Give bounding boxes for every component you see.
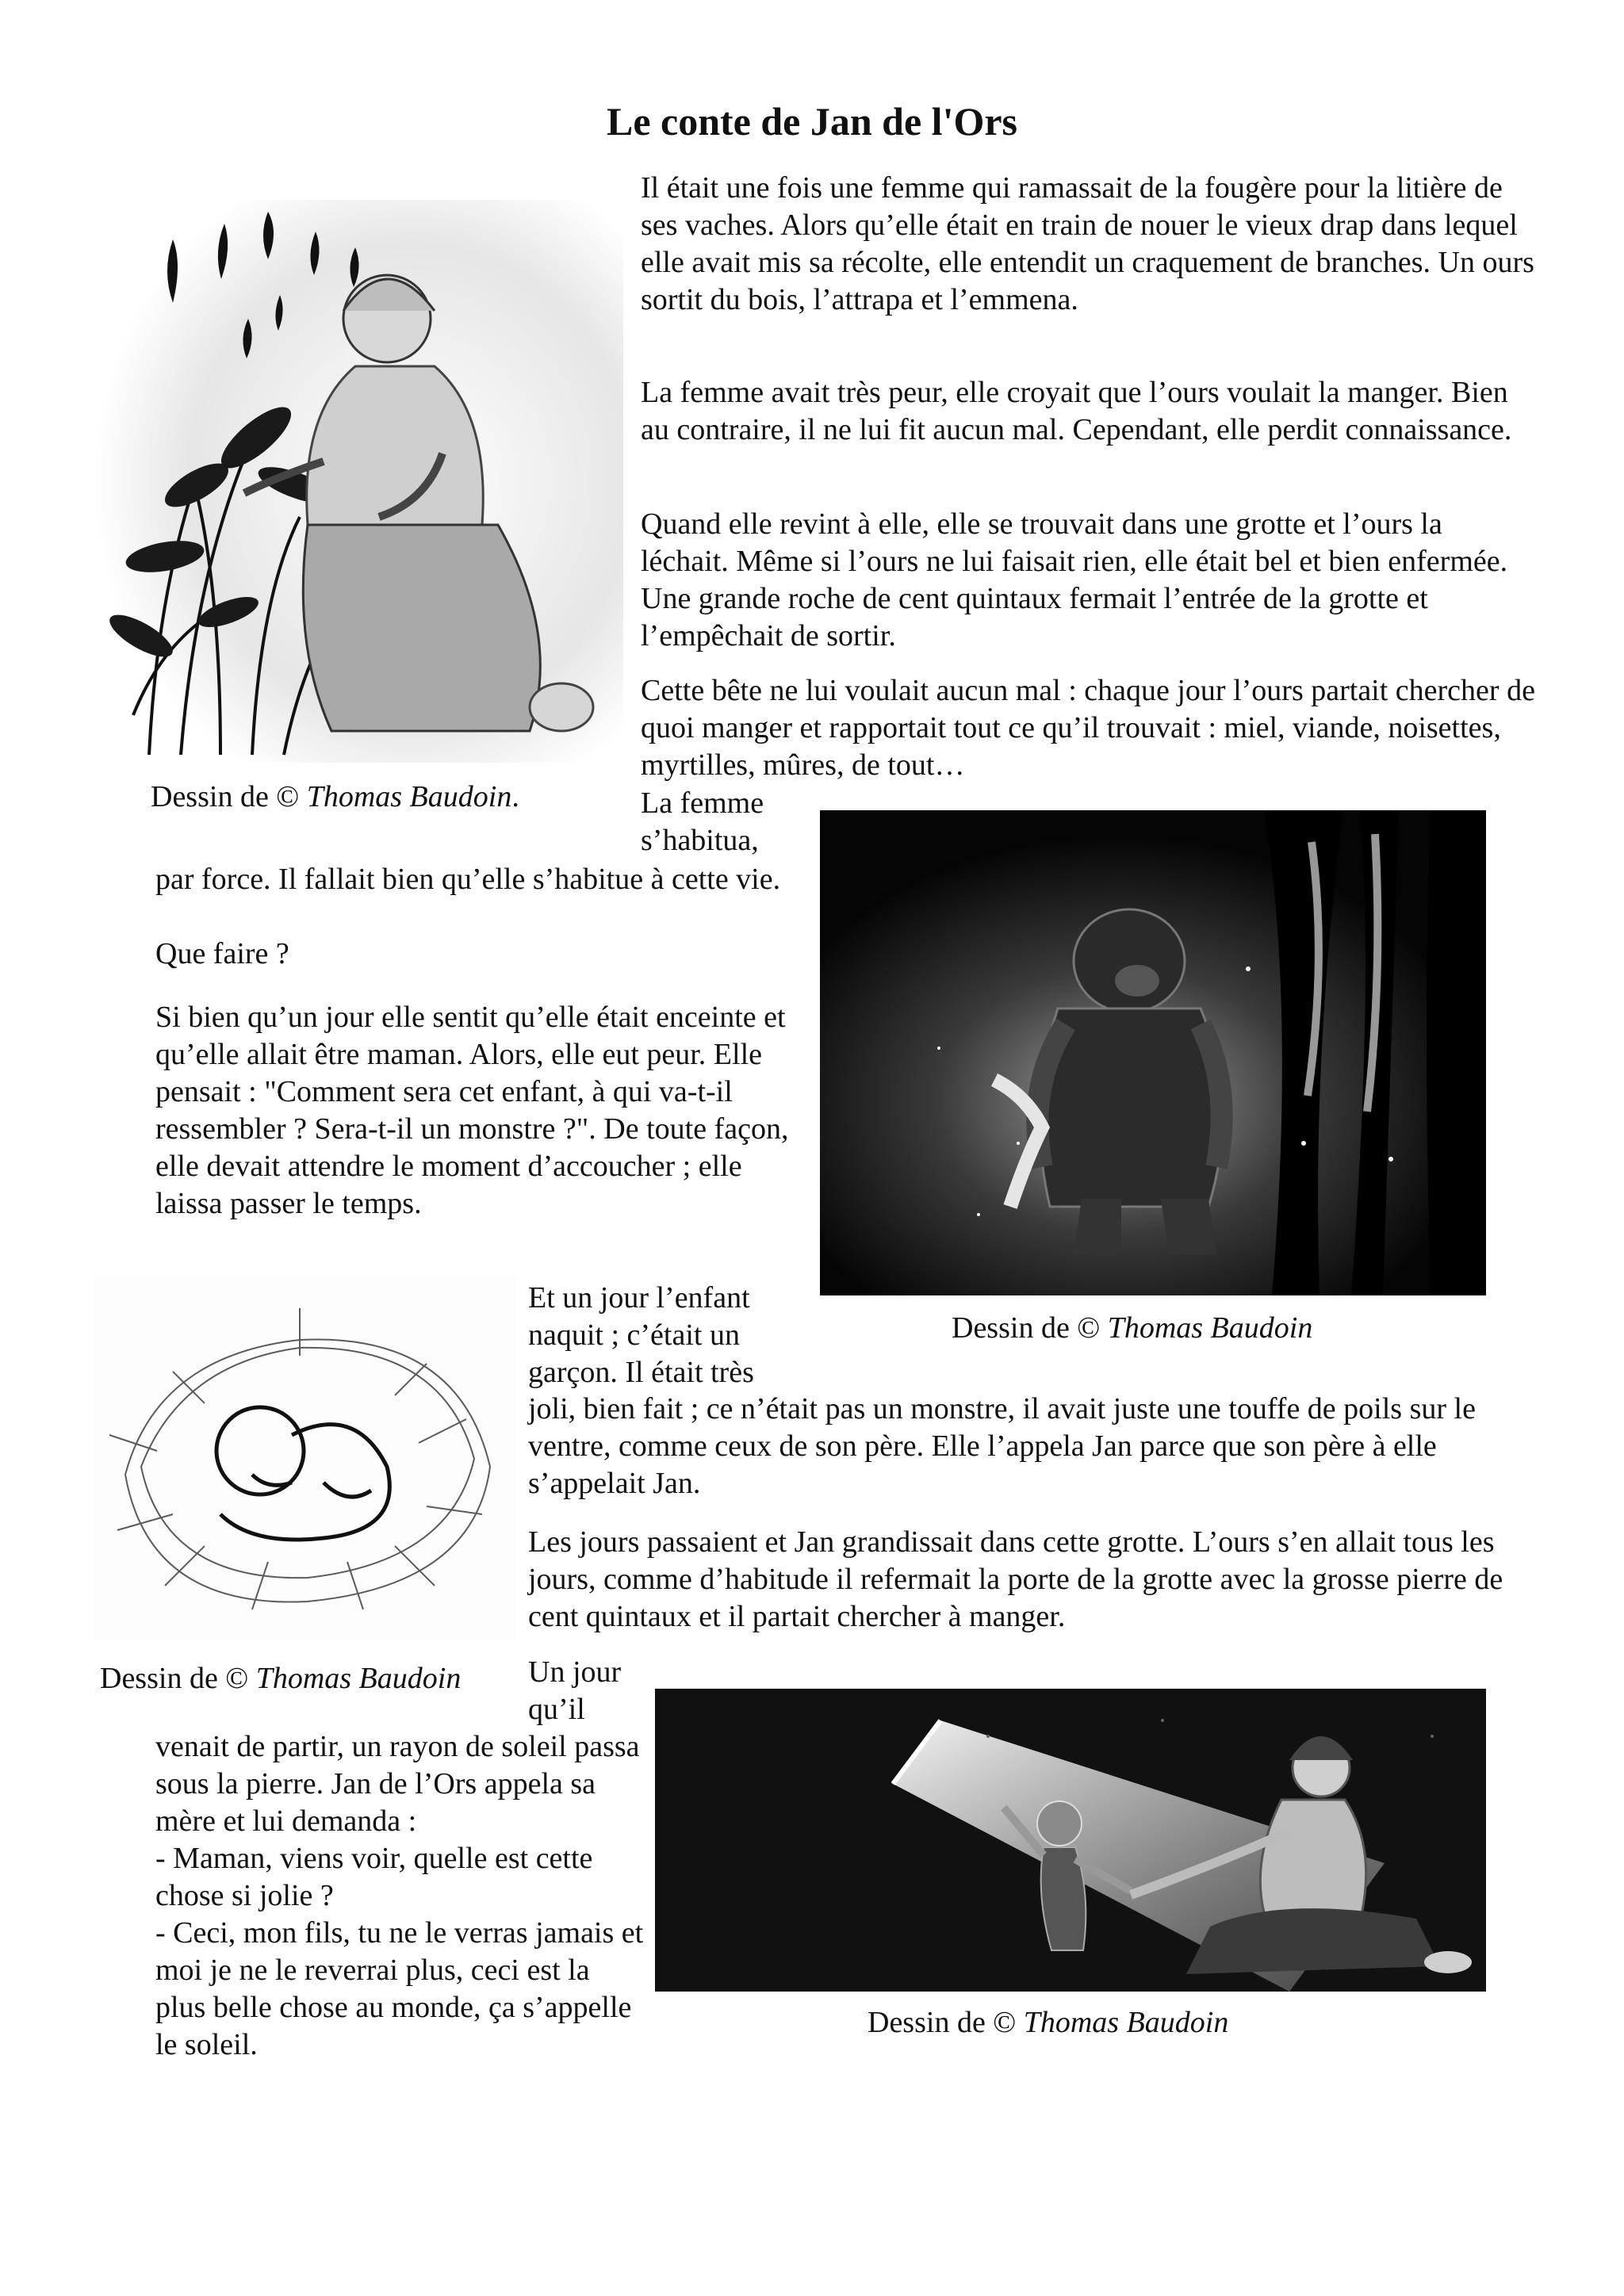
paragraph-1: Il était une fois une femme qui ramassait de la fougère pour la litière de ses vaches. Alors qu’elle était en train de nouer le vieux drap dans lequel elle avait mis sa récolte, elle entendit un craquement de branches. Un ours sortit du bois, l’attrapa et l’emmena. <box>641 171 1534 316</box>
paragraph-2: La femme avait très peur, elle croyait que l’ours voulait la manger. Bien au contraire, il ne lui fit aucun mal. Cependant, elle perdit connaissance. <box>641 376 1512 446</box>
paragraph-9-start: Un jour qu’il <box>528 1655 622 1726</box>
caption-prefix: Dessin de © <box>151 780 307 813</box>
caption-prefix: Dessin de © <box>100 1662 256 1695</box>
paragraph-9-dialogue-2: - Ceci, mon fils, tu ne le verras jamais et moi je ne le reverrai plus, ceci est la plus belle chose au monde, ça s’appelle le soleil. <box>155 1916 644 2061</box>
paragraph-5-end: Que faire ? <box>155 937 289 970</box>
paragraph-8: Les jours passaient et Jan grandissait dans cette grotte. L’ours s’en allait tous les jours, comme d’habitude il refermait la porte de la grotte avec la grosse pierre de cent quintaux et il partait chercher à manger. <box>528 1525 1503 1633</box>
illustration-woman-ferns <box>94 200 623 763</box>
paragraph-7-start: Et un jour l’enfant naquit ; c’était un garçon. Il était très <box>528 1281 754 1389</box>
caption-artist-name: Thomas Baudoin <box>1107 1311 1313 1345</box>
paragraph-5-continued: par force. Il fallait bien qu’elle s’habitue à cette vie. <box>155 863 781 896</box>
illustration-sunray-mother-child <box>655 1689 1486 1992</box>
caption-illustration-3 <box>100 1660 461 1697</box>
caption-illustration-1 <box>151 779 519 816</box>
caption-illustration-2 <box>952 1310 1312 1347</box>
caption-artist-name: Thomas Baudoin <box>306 780 512 813</box>
illustration-baby-nest <box>94 1276 515 1641</box>
paragraph-9-dialogue-1: - Maman, viens voir, quelle est cette chose si jolie ? <box>155 1842 593 1912</box>
caption-suffix: . <box>511 780 519 813</box>
paragraph-9-continued: venait de partir, un rayon de soleil passa sous la pierre. Jan de l’Ors appela sa mère et lui demanda : <box>155 1730 640 1838</box>
paragraph-5-start: La femme s’habitua, <box>641 786 764 857</box>
paragraph-6: Si bien qu’un jour elle sentit qu’elle était enceinte et qu’elle allait être maman. Alors, elle eut peur. Elle pensait : "Comment sera cet enfant, à qui va-t-il ressembler ? Sera-t-il un monstre ?". De toute façon, elle devait attendre le moment d’accoucher ; elle laissa passer le temps. <box>155 1001 789 1220</box>
caption-illustration-4 <box>868 2004 1228 2042</box>
paragraph-4: Cette bête ne lui voulait aucun mal : chaque jour l’ours partait chercher de quoi manger et rapportait tout ce qu’il trouvait : miel, viande, noisettes, myrtilles, mûres, de tout… <box>641 674 1535 782</box>
caption-prefix: Dessin de © <box>952 1311 1108 1345</box>
paragraph-7-continued: joli, bien fait ; ce n’était pas un monstre, il avait juste une touffe de poils sur le ventre, comme ceux de son père. Elle l’appela Jan parce que son père à elle s’appelait Jan. <box>528 1392 1476 1500</box>
caption-artist-name: Thomas Baudoin <box>1023 2006 1229 2039</box>
caption-artist-name: Thomas Baudoin <box>255 1662 462 1695</box>
illustration-bear-forest <box>820 810 1486 1295</box>
caption-prefix: Dessin de © <box>868 2006 1024 2039</box>
paragraph-3: Quand elle revint à elle, elle se trouvait dans une grotte et l’ours la léchait. Même si l’ours ne lui faisait rien, elle était bel et bien enfermée. Une grande roche de cent quintaux fermait l’entrée de la grotte et l’empêchait de sortir. <box>641 507 1508 652</box>
page-title: Le conte de Jan de l'Ors <box>606 99 1018 144</box>
